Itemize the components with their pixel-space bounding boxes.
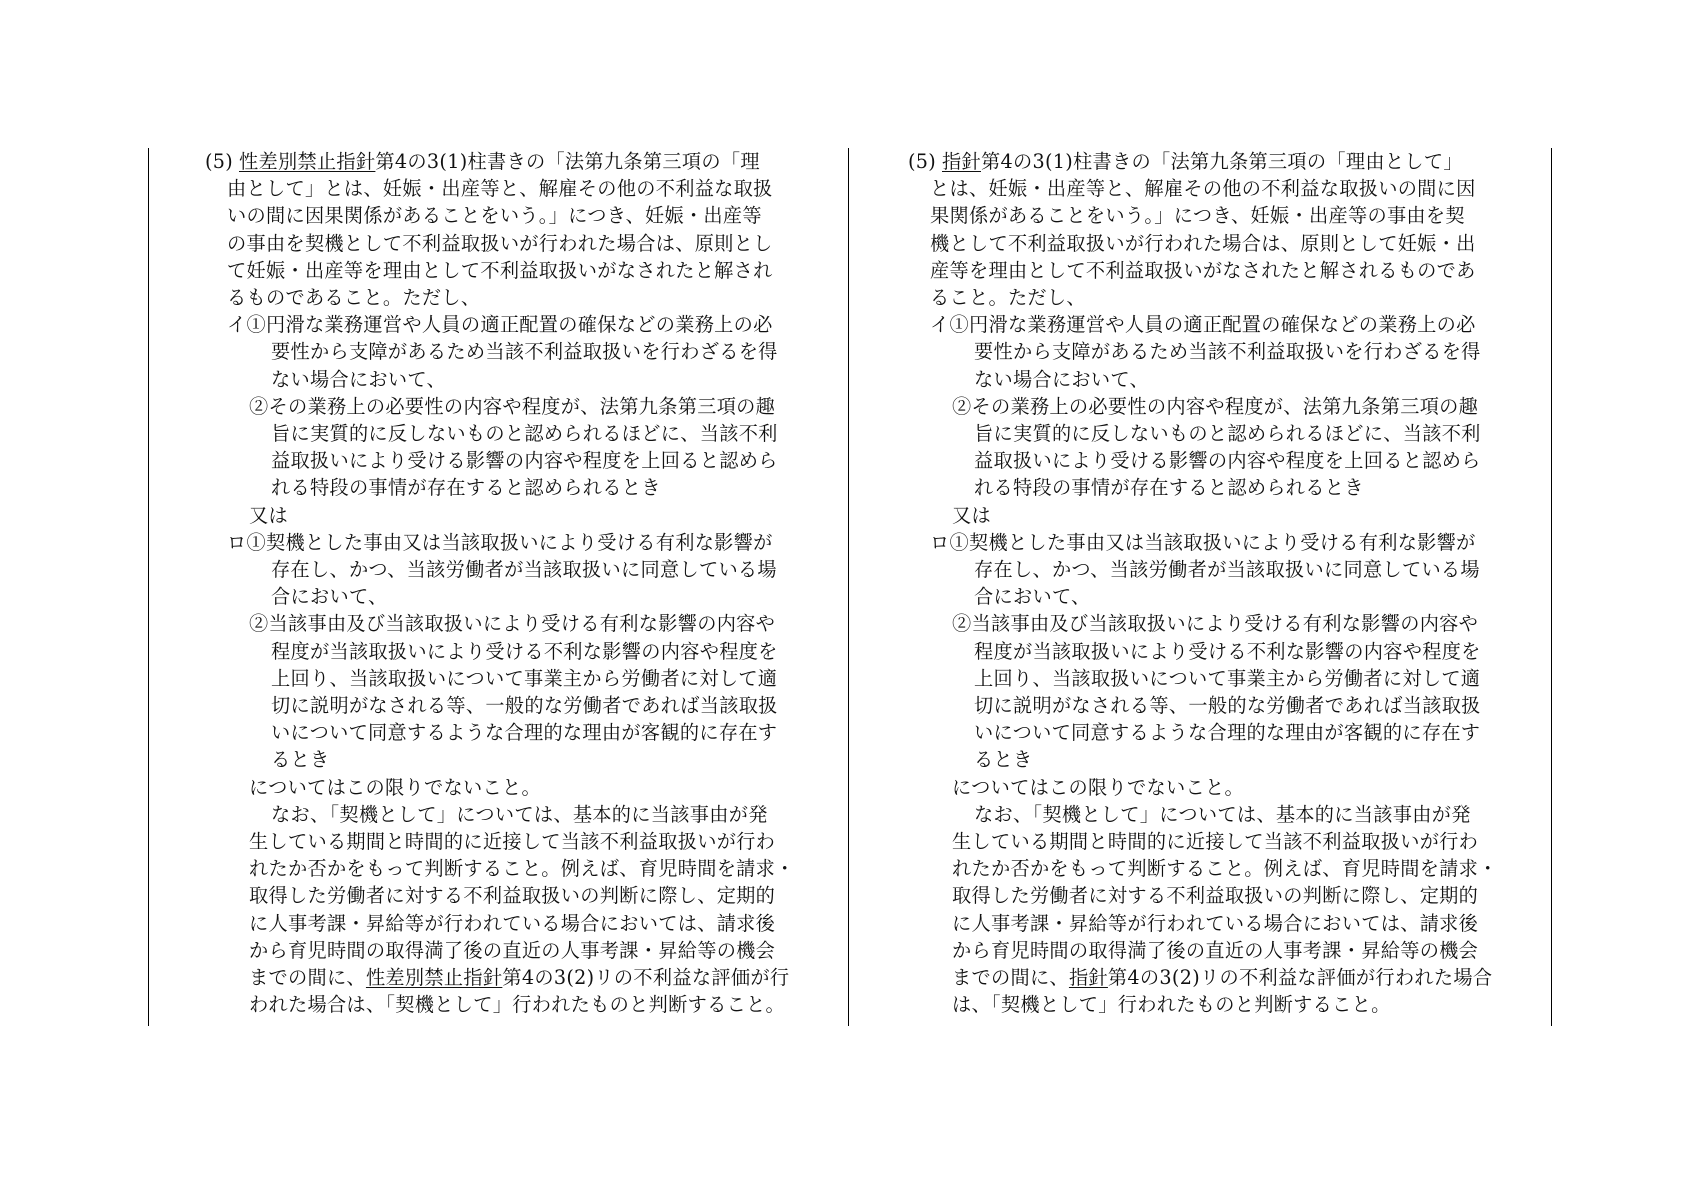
text-line: て妊娠・出産等を理由として不利益取扱いがなされたと解され bbox=[227, 258, 773, 282]
text-line: 要性から支障があるため当該不利益取扱いを行わざるを得 bbox=[974, 340, 1481, 364]
text-line: 旨に実質的に反しないものと認められるほどに、当該不利 bbox=[974, 422, 1481, 446]
text-line: 由として」とは、妊娠・出産等と、解雇その他の不利益な取扱 bbox=[227, 177, 773, 201]
text-line: 要性から支障があるため当該不利益取扱いを行わざるを得 bbox=[271, 340, 778, 364]
text-line: 旨に実質的に反しないものと認められるほどに、当該不利 bbox=[271, 422, 778, 446]
underlined-term: 性差別禁止指針 bbox=[239, 150, 376, 173]
text-line: 機として不利益取扱いが行われた場合は、原則として妊娠・出 bbox=[930, 231, 1476, 255]
text-line: に人事考課・昇給等が行われている場合においては、請求後 bbox=[952, 911, 1479, 935]
underlined-term: 指針 bbox=[942, 150, 981, 173]
text-line: いについて同意するような合理的な理由が客観的に存在す bbox=[271, 721, 778, 745]
text-line: れたか否かをもって判断すること。例えば、育児時間を請求・ bbox=[249, 857, 795, 881]
text-line: 果関係があることをいう。」につき、妊娠・出産等の事由を契 bbox=[930, 204, 1465, 228]
text-line: までの間に、性差別禁止指針第4の3(2)リの不利益な評価が行 bbox=[249, 966, 790, 990]
paragraph-start: なお、「契機として」については、基本的に当該事由が発 bbox=[974, 802, 1471, 826]
text-line: 切に説明がなされる等、一般的な労働者であれば当該取扱 bbox=[974, 694, 1481, 718]
text-line: 合において、 bbox=[271, 585, 388, 609]
paragraph-start: なお、「契機として」については、基本的に当該事由が発 bbox=[271, 802, 768, 826]
text-line: ること。ただし、 bbox=[930, 286, 1086, 310]
item-ro-1: ロ①契機とした事由又は当該取扱いにより受ける有利な影響が bbox=[930, 530, 1476, 554]
text-line: 合において、 bbox=[974, 585, 1091, 609]
text-line: に人事考課・昇給等が行われている場合においては、請求後 bbox=[249, 911, 776, 935]
item-ro-1: ロ①契機とした事由又は当該取扱いにより受ける有利な影響が bbox=[227, 530, 773, 554]
conjunction: 又は bbox=[952, 503, 991, 527]
text-line: から育児時間の取得満了後の直近の人事考課・昇給等の機会 bbox=[952, 938, 1479, 962]
underlined-term: 性差別禁止指針 bbox=[365, 966, 503, 990]
item-i-1: イ①円滑な業務運営や人員の適正配置の確保などの業務上の必 bbox=[930, 313, 1476, 337]
text-line: は、「契機として」行われたものと判断すること。 bbox=[952, 993, 1391, 1017]
text-line: るものであること。ただし、 bbox=[227, 286, 481, 310]
text-line: ない場合において、 bbox=[271, 367, 447, 391]
text-line: 取得した労働者に対する不利益取扱いの判断に際し、定期的 bbox=[952, 884, 1479, 908]
text-line: 程度が当該取扱いにより受ける不利な影響の内容や程度を bbox=[974, 639, 1481, 663]
left-column-text bbox=[205, 148, 795, 1019]
text-line: 生している期間と時間的に近接して当該不利益取扱いが行わ bbox=[952, 830, 1479, 854]
text-line: 上回り、当該取扱いについて事業主から労働者に対して適 bbox=[974, 666, 1481, 690]
text-line: 切に説明がなされる等、一般的な労働者であれば当該取扱 bbox=[271, 694, 778, 718]
text-line: 取得した労働者に対する不利益取扱いの判断に際し、定期的 bbox=[249, 884, 776, 908]
text-line: 上回り、当該取扱いについて事業主から労働者に対して適 bbox=[271, 666, 778, 690]
text-line: いの間に因果関係があることをいう。」につき、妊娠・出産等 bbox=[227, 204, 762, 228]
text-line: われた場合は、「契機として」行われたものと判断すること。 bbox=[249, 993, 786, 1017]
text-line: 益取扱いにより受ける影響の内容や程度を上回ると認めら bbox=[974, 449, 1481, 473]
text-line: から育児時間の取得満了後の直近の人事考課・昇給等の機会 bbox=[249, 938, 776, 962]
left-column-border-left bbox=[148, 148, 149, 1026]
text-line: とは、妊娠・出産等と、解雇その他の不利益な取扱いの間に因 bbox=[930, 177, 1476, 201]
item-ro-2: ②当該事由及び当該取扱いにより受ける有利な影響の内容や bbox=[952, 612, 1479, 636]
text-line: るとき bbox=[271, 748, 330, 772]
clause-heading: (5) 指針第4の3(1)柱書きの「法第九条第三項の「理由として」 bbox=[908, 150, 1463, 173]
text-line: ない場合において、 bbox=[974, 367, 1150, 391]
text-line: いについて同意するような合理的な理由が客観的に存在す bbox=[974, 721, 1481, 745]
right-column-text bbox=[908, 148, 1498, 1019]
text-line: までの間に、指針第4の3(2)リの不利益な評価が行われた場合 bbox=[952, 966, 1493, 990]
clause-heading: (5) 性差別禁止指針第4の3(1)柱書きの「法第九条第三項の「理 bbox=[205, 150, 760, 173]
left-column-border-right bbox=[848, 148, 849, 1026]
item-i-2: ②その業務上の必要性の内容や程度が、法第九条第三項の趣 bbox=[249, 394, 776, 418]
text-line: 存在し、かつ、当該労働者が当該取扱いに同意している場 bbox=[974, 558, 1480, 582]
text-line: 生している期間と時間的に近接して当該不利益取扱いが行わ bbox=[249, 830, 776, 854]
conjunction: 又は bbox=[249, 503, 288, 527]
item-i-1: イ①円滑な業務運営や人員の適正配置の確保などの業務上の必 bbox=[227, 313, 773, 337]
text-line: 産等を理由として不利益取扱いがなされたと解されるものであ bbox=[930, 258, 1476, 282]
text-line: についてはこの限りでないこと。 bbox=[249, 775, 541, 799]
text-line: れたか否かをもって判断すること。例えば、育児時間を請求・ bbox=[952, 857, 1498, 881]
text-line: 存在し、かつ、当該労働者が当該取扱いに同意している場 bbox=[271, 558, 777, 582]
text-line: 程度が当該取扱いにより受ける不利な影響の内容や程度を bbox=[271, 639, 778, 663]
item-ro-2: ②当該事由及び当該取扱いにより受ける有利な影響の内容や bbox=[249, 612, 776, 636]
text-line: についてはこの限りでないこと。 bbox=[952, 775, 1244, 799]
text-line: るとき bbox=[974, 748, 1033, 772]
underlined-term: 指針 bbox=[1068, 966, 1108, 990]
text-line: れる特段の事情が存在すると認められるとき bbox=[271, 476, 661, 500]
right-column-border-right bbox=[1551, 148, 1552, 1026]
text-line: 益取扱いにより受ける影響の内容や程度を上回ると認めら bbox=[271, 449, 778, 473]
item-i-2: ②その業務上の必要性の内容や程度が、法第九条第三項の趣 bbox=[952, 394, 1479, 418]
text-line: の事由を契機として不利益取扱いが行われた場合は、原則とし bbox=[227, 231, 773, 255]
text-line: れる特段の事情が存在すると認められるとき bbox=[974, 476, 1364, 500]
